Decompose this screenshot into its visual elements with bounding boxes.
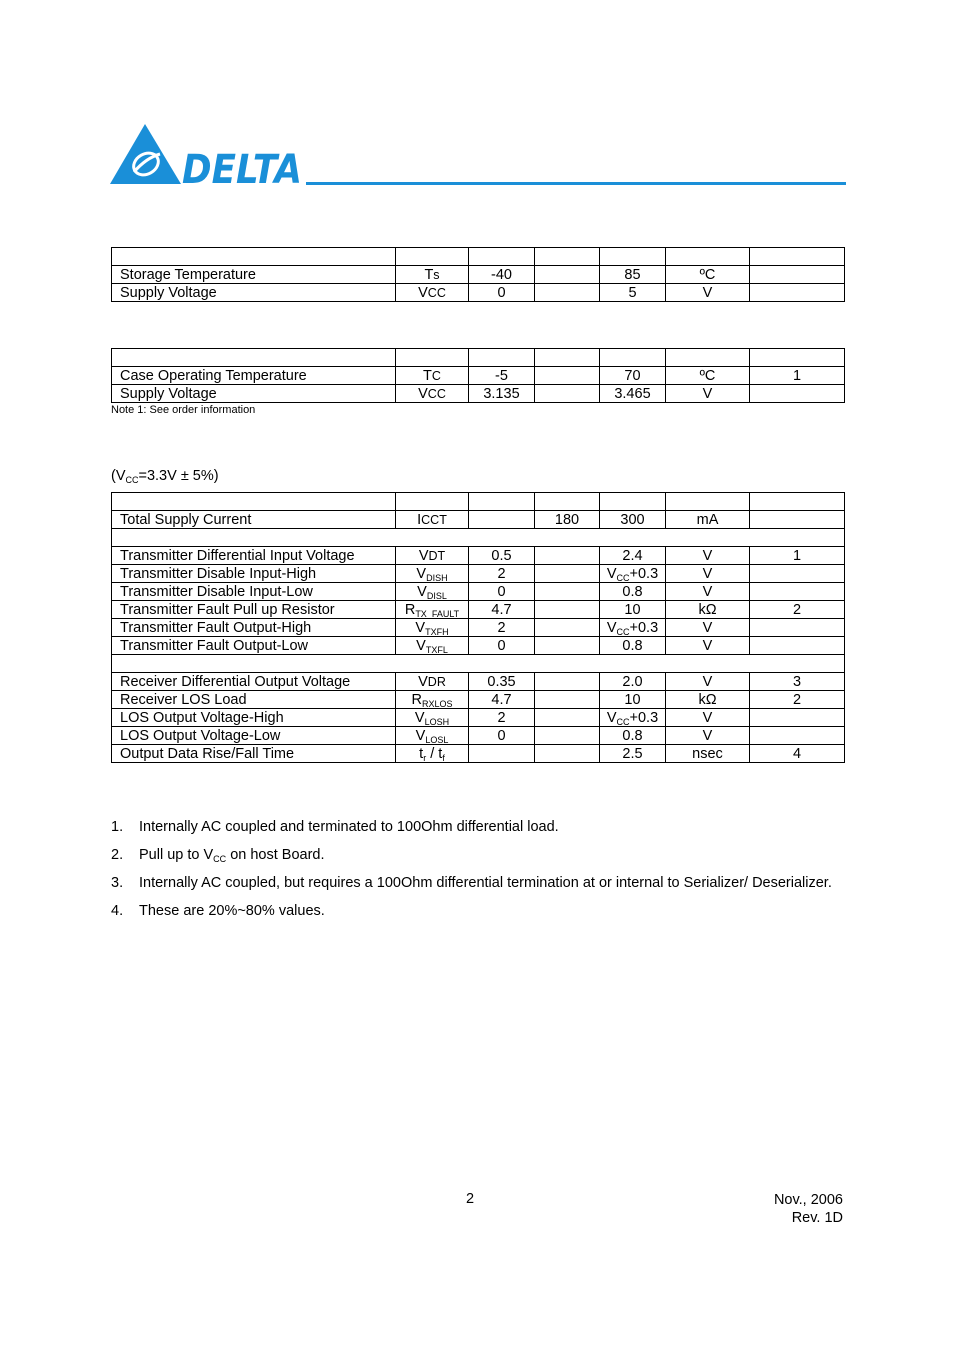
symbol: $V_{TXFL}$ [396, 637, 469, 655]
table-row: Receiver LOS Load $R_{RXLOS}$ 4.7 10 kΩ 2 [112, 691, 845, 709]
table-header-row [112, 248, 845, 266]
symbol: $V_{TXFH}$ [396, 619, 469, 637]
table-row: Supply Voltage VCC 0 5 V [112, 284, 845, 302]
symbol: ICCT [396, 511, 469, 529]
symbol: VCC [396, 284, 469, 302]
symbol: VDT [396, 547, 469, 565]
revision-info [774, 1191, 843, 1227]
symbol: $V_{LOSH}$ [396, 709, 469, 727]
section-row-receiver [112, 655, 845, 673]
revision-date: Nov., 2006 [773, 1192, 843, 1208]
table-row: Total Supply Current ICCT 180 300 mA [112, 511, 845, 529]
table-row: Transmitter Fault Output-Low $V_{TXFL}$ 0 0.8 V [112, 637, 845, 655]
page-number: 2 [466, 1191, 475, 1207]
notes-list [111, 813, 844, 925]
list-item: 3. Internally AC coupled, but requires a 100Ohm differential termination at or internal to Serializer/ Deserializer. [111, 875, 832, 891]
table-row: Receiver Differential Output Voltage VDR 0.35 2.0 V 3 [112, 673, 845, 691]
header-rule [306, 182, 846, 185]
table-row: Transmitter Differential Input Voltage VDT 0.5 2.4 V 1 [112, 547, 845, 565]
condition-label: $(V_{CC}=3.3V \pm 5\%)$ [111, 468, 219, 485]
symbol: VCC [396, 385, 469, 403]
table-row: LOS Output Voltage-Low $V_{LOSL}$ 0 0.8 V [112, 727, 845, 745]
table-row: Output Data Rise/Fall Time $t_r / t_f$ 2.5 nsec 4 [112, 745, 845, 763]
list-item: 4. These are 20%~80% values. [111, 903, 325, 919]
symbol: TC [396, 367, 469, 385]
table-row: Storage Temperature Ts -40 85 ºC [112, 266, 845, 284]
symbol: $R_{RXLOS}$ [396, 691, 469, 709]
table-row: Case Operating Temperature TC -5 70 ºC 1 [112, 367, 845, 385]
table-row: Transmitter Fault Pull up Resistor $R_{TX\_FAULT}$ 4.7 10 kΩ 2 [112, 601, 845, 619]
symbol: $V_{LOSL}$ [396, 727, 469, 745]
symbol: Ts [396, 266, 469, 284]
list-item: 2. Pull up to $V_{CC}$ on host Board. [111, 847, 325, 864]
operating-footnote: Note 1: See order information [111, 404, 256, 416]
table-row: LOS Output Voltage-High $V_{LOSH}$ 2 $V_{CC}+0.3$ V [112, 709, 845, 727]
revision-number: Rev. 1D [791, 1210, 843, 1226]
symbol: $V_{DISL}$ [396, 583, 469, 601]
table-header-row [112, 349, 845, 367]
symbol: $V_{DISH}$ [396, 565, 469, 583]
symbol: $R_{TX\_FAULT}$ [396, 601, 469, 619]
table-row: Transmitter Disable Input-High $V_{DISH}$ 2 $V_{CC}+0.3$ V [112, 565, 845, 583]
symbol: $t_r / t_f$ [396, 745, 469, 763]
svg-text:DELTA: DELTA [182, 147, 302, 186]
symbol: VDR [396, 673, 469, 691]
electrical-table [111, 492, 845, 763]
section-row-transmitter [112, 529, 845, 547]
table-header-row [112, 493, 845, 511]
table-row: Transmitter Fault Output-High $V_{TXFH}$ 2 $V_{CC}+0.3$ V [112, 619, 845, 637]
table-row: Supply Voltage VCC 3.135 3.465 V [112, 385, 845, 403]
table-row: Transmitter Disable Input-Low $V_{DISL}$ 0 0.8 V [112, 583, 845, 601]
delta-logo [110, 124, 306, 186]
list-item: 1. Internally AC coupled and terminated to 100Ohm differential load. [111, 819, 559, 835]
absolute-max-table [111, 247, 845, 302]
operating-table [111, 348, 845, 403]
